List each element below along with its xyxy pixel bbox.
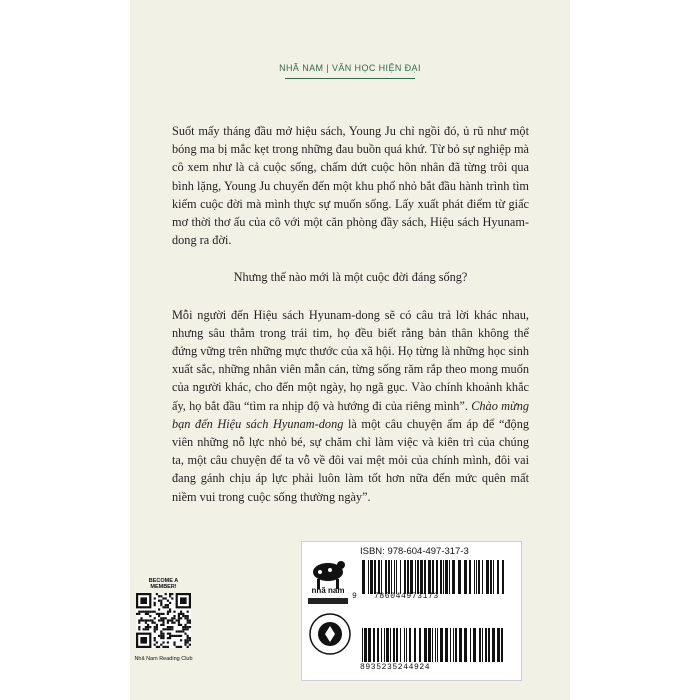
barcode-bar bbox=[391, 560, 392, 594]
barcode-bar bbox=[482, 560, 483, 594]
paragraph-3-part-b: là một câu chuyện ấm áp để “động viên những nỗ lực nhỏ bé, sự chăm chỉ làm việc và kiên trì của chúng ta, một câu chuyện để ta vỗ về đôi vai mệt mỏi của chính mình, đôi vai đang gánh chịu áp lực phải luôn làm tốt hơn nữa đến mức quên mất niềm vui trong cuộc sống thường ngày”. bbox=[172, 416, 529, 504]
barcode-bar bbox=[393, 628, 395, 662]
barcode-bar bbox=[473, 628, 476, 662]
barcode-bar bbox=[385, 560, 387, 594]
barcode-bar bbox=[436, 560, 438, 594]
barcode-bar bbox=[364, 628, 367, 662]
barcode-bar bbox=[428, 628, 431, 662]
barcode-bar bbox=[407, 560, 409, 594]
barcode-bar bbox=[362, 628, 363, 662]
series-underline bbox=[285, 78, 415, 79]
barcode-bar bbox=[450, 628, 451, 662]
paragraph-3 bbox=[172, 306, 529, 506]
barcode-bar bbox=[381, 628, 382, 662]
barcode-bar bbox=[400, 560, 401, 594]
barcode-bar bbox=[502, 560, 504, 594]
barcode-bar bbox=[445, 560, 448, 594]
barcode-bar bbox=[378, 560, 380, 594]
barcode-bar bbox=[394, 560, 395, 594]
barcode-bar bbox=[440, 560, 442, 594]
seal-icon bbox=[308, 612, 352, 656]
barcode-bar bbox=[458, 560, 461, 594]
qr-top-caption: BECOME A MEMBER! bbox=[148, 578, 179, 590]
paragraph-question: Nhưng thế nào mới là một cuộc đời đáng sống? bbox=[233, 270, 468, 285]
book-title-italic: Chào mừng bạn đến Hiệu sách Hyunam-dong bbox=[172, 398, 530, 431]
barcode-bar bbox=[482, 628, 483, 662]
barcode-bar bbox=[455, 628, 457, 662]
barcode-bar bbox=[384, 628, 385, 662]
barcode-bar bbox=[396, 628, 398, 662]
barcode-bar bbox=[377, 628, 379, 662]
barcode-bar bbox=[368, 628, 371, 662]
barcode-bar bbox=[488, 628, 490, 662]
barcode-bar bbox=[420, 560, 423, 594]
price-barcode bbox=[360, 628, 510, 662]
barcode-bar bbox=[404, 560, 406, 594]
barcode-bar bbox=[419, 628, 421, 662]
barcode-bar bbox=[497, 560, 499, 594]
barcode-bar bbox=[381, 560, 382, 594]
barcode-bar bbox=[493, 560, 494, 594]
barcode-bar bbox=[409, 628, 411, 662]
isbn-barcode-digits: 786044973173 bbox=[374, 592, 439, 601]
barcode-bar bbox=[497, 628, 500, 662]
barcode-bar bbox=[479, 628, 481, 662]
barcode-bar bbox=[443, 560, 444, 594]
blurb-text bbox=[172, 122, 529, 525]
qr-block bbox=[136, 578, 191, 662]
barcode-bar bbox=[374, 560, 376, 594]
isbn-barcode bbox=[360, 560, 510, 594]
barcode-bar bbox=[432, 628, 433, 662]
barcode-bar bbox=[400, 628, 401, 662]
isbn-label: ISBN: 978-604-497-317-3 bbox=[360, 546, 469, 557]
barcode-bar bbox=[492, 628, 495, 662]
barcode-bar bbox=[445, 628, 448, 662]
barcode-bar bbox=[469, 560, 471, 594]
barcode-bar bbox=[424, 560, 426, 594]
barcode-bar bbox=[476, 560, 477, 594]
barcode-bar bbox=[470, 628, 471, 662]
barcode-bar bbox=[459, 628, 462, 662]
barcode-bar bbox=[370, 560, 373, 594]
barcode-bar bbox=[404, 628, 405, 662]
barcode-bar bbox=[452, 560, 455, 594]
price-barcode-digits: 8935235244924 bbox=[360, 663, 431, 672]
barcode-bar bbox=[440, 628, 443, 662]
barcode-bar bbox=[486, 560, 489, 594]
series-label: NHÃ NAM | VĂN HỌC HIỆN ĐẠI bbox=[279, 63, 421, 73]
publisher-logo-tagline-bar bbox=[308, 598, 348, 604]
qr-code-icon bbox=[136, 593, 191, 648]
barcode-bar bbox=[362, 560, 365, 594]
barcode-bar bbox=[417, 560, 419, 594]
barcode-bar bbox=[406, 628, 407, 662]
barcode-bar bbox=[373, 628, 375, 662]
barcode-bar bbox=[368, 560, 369, 594]
paragraph-3-part-a: Mỗi người đến Hiệu sách Hyunam-dong sẽ có câu trả lời khác nhau, nhưng sâu thẳm trong trái tim, họ đều biết rằng bản thân không thể đứng vững trên những mực thước của xã hội. Họ từng là những học sinh xuất sắc, những nhân viên mẫn cán, từng sống răm rắp theo mong muốn của người khác, cho đến một ngày, họ ngã gục. Vào chính khoảnh khắc ấy, họ bắt đầu “tìm ra nhịp độ và hướng đi của riêng mình”. bbox=[172, 307, 529, 413]
barcode-bar bbox=[490, 560, 492, 594]
barcode-bar bbox=[435, 628, 436, 662]
barcode-bar bbox=[485, 628, 487, 662]
paragraph-1: Suốt mấy tháng đầu mở hiệu sách, Young Ju chỉ ngồi đó, ủ rũ như một bóng ma bị mắc kẹt trong những đau buồn quá khứ. Từ bỏ sự nghiệp mà cô xem như là cả cuộc sống, chấm dứt cuộc hôn nhân đã từng trôi qua bình lặng, Young Ju chuyển đến một khu phố nhỏ bắt đầu hành trình tìm kiếm cuộc đời mà mình thực sự muốn sống. Lấy xuất phát điểm từ giấc mơ thời thơ ấu của cô với một căn phòng đầy sách, Hiệu sách Hyunam-dong ra đời. bbox=[172, 124, 529, 248]
barcode-bar bbox=[453, 628, 454, 662]
barcode-bar bbox=[464, 560, 467, 594]
publisher-logo-text: nhã nam bbox=[311, 586, 345, 595]
barcode-bar bbox=[396, 560, 397, 594]
isbn-barcode-first-digit: 9 bbox=[352, 592, 358, 601]
barcode-bar bbox=[388, 560, 390, 594]
barcode-bar bbox=[424, 628, 427, 662]
barcode-bar bbox=[414, 628, 416, 662]
barcode-panel bbox=[301, 541, 522, 681]
barcode-bar bbox=[437, 628, 438, 662]
barcode-bar bbox=[386, 628, 389, 662]
barcode-bar bbox=[415, 560, 416, 594]
barcode-bar bbox=[501, 628, 503, 662]
barcode-bar bbox=[428, 560, 431, 594]
barcode-bar bbox=[464, 628, 467, 662]
barcode-bar bbox=[449, 560, 450, 594]
barcode-bar bbox=[390, 628, 391, 662]
barcode-bar bbox=[478, 560, 480, 594]
barcode-bar bbox=[410, 560, 413, 594]
barcode-bar bbox=[474, 560, 475, 594]
qr-bottom-caption: Nhã Nam Reading Club bbox=[134, 656, 193, 662]
barcode-bar bbox=[432, 560, 434, 594]
